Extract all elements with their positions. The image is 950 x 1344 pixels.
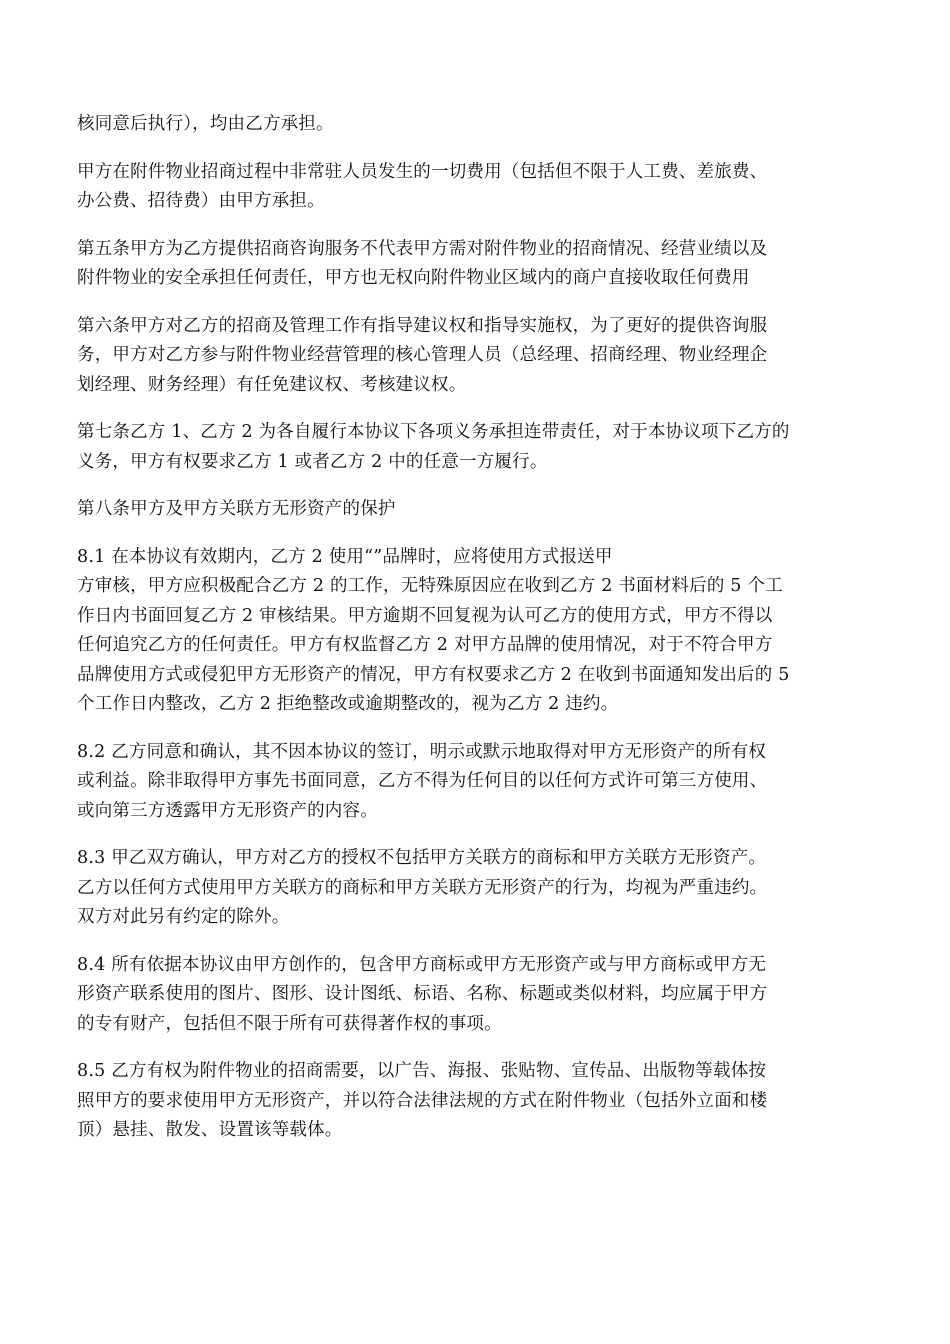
paragraph-p8: [77, 738, 883, 827]
text-line: 顶）悬挂、散发、设置该等载体。: [77, 1120, 343, 1140]
paragraph-p3: [77, 235, 883, 294]
text-line: 第六条甲方对乙方的招商及管理工作有指导建议权和指导实施权，为了更好的提供咨询服: [77, 315, 768, 336]
text-line: 第五条甲方为乙方提供招商咨询服务不代表甲方需对附件物业的招商情况、经营业绩以及: [77, 238, 768, 259]
paragraph-p1: [77, 110, 883, 140]
paragraph-p11: [77, 1057, 883, 1146]
text-line: 甲方在附件物业招商过程中非常驻人员发生的一切费用（包括但不限于人工费、差旅费、: [77, 161, 768, 182]
text-line: 的专有财产，包括但不限于所有可获得著作权的事项。: [77, 1013, 502, 1034]
text-line: 务，甲方对乙方参与附件物业经营管理的核心管理人员（总经理、招商经理、物业经理企: [77, 345, 768, 365]
text-line: 核同意后执行），均由乙方承担。: [77, 114, 334, 134]
text-line: 或向第三方透露甲方无形资产的内容。: [77, 800, 378, 821]
paragraph-p5: [77, 418, 883, 477]
text-line: 第七条乙方 1、乙方 2 为各自履行本协议下各项义务承担连带责任，对于本协议项下乙方的: [77, 422, 790, 442]
text-line: 8.2 乙方同意和确认，其不因本协议的签订，明示或默示地取得对甲方无形资产的所有权: [77, 741, 767, 762]
text-line: 8.4 所有依据本协议由甲方创作的，包含甲方商标或甲方无形资产或与甲方商标或甲方无: [77, 954, 767, 975]
text-line: 个工作日内整改，乙方 2 拒绝整改或逾期整改的，视为乙方 2 违约。: [77, 694, 619, 714]
text-line: 作日内书面回复乙方 2 审核结果。甲方逾期不回复视为认可乙方的使用方式，甲方不得以: [77, 605, 773, 626]
text-line: 形资产联系使用的图片、图形、设计图纸、标语、名称、标题或类似材料，均应属于甲方: [77, 984, 768, 1004]
text-line: 第八条甲方及甲方关联方无形资产的保护: [77, 499, 396, 519]
text-line: 8.1 在本协议有效期内，乙方 2 使用“”品牌时，应将使用方式报送甲: [77, 546, 613, 567]
text-line: 义务，甲方有权要求乙方 1 或者乙方 2 中的任意一方履行。: [77, 451, 548, 472]
paragraph-p9: [77, 844, 883, 933]
text-line: 乙方以任何方式使用甲方关联方的商标和甲方关联方无形资产的行为，均视为严重违约。: [77, 877, 768, 898]
paragraph-p4: [77, 312, 883, 401]
paragraph-p6: [77, 495, 883, 525]
text-line: 品牌使用方式或侵犯甲方无形资产的情况，甲方有权要求乙方 2 在收到书面通知发出后的 5: [77, 664, 790, 685]
text-line: 方审核，甲方应积极配合乙方 2 的工作，无特殊原因应在收到乙方 2 书面材料后的 5 个工: [77, 576, 783, 596]
text-line: 附件物业的安全承担任何责任，甲方也无权向附件物业区域内的商户直接收取任何费用: [77, 268, 750, 288]
text-line: 8.5 乙方有权为附件物业的招商需要，以广告、海报、张贴物、宣传品、出版物等载体按: [77, 1061, 767, 1081]
paragraph-p7: [77, 543, 883, 720]
text-line: 办公费、招待费）由甲方承担。: [77, 191, 325, 211]
document-body: [77, 110, 883, 1164]
text-line: 任何追究乙方的任何责任。甲方有权监督乙方 2 对甲方品牌的使用情况，对于不符合甲方: [77, 635, 773, 655]
paragraph-p2: [77, 158, 883, 217]
text-line: 或利益。除非取得甲方事先书面同意，乙方不得为任何目的以任何方式许可第三方使用、: [77, 771, 768, 791]
text-line: 划经理、财务经理）有任免建议权、考核建议权。: [77, 374, 467, 395]
text-line: 8.3 甲乙双方确认，甲方对乙方的授权不包括甲方关联方的商标和甲方关联方无形资产。: [77, 848, 767, 868]
text-line: 照甲方的要求使用甲方无形资产，并以符合法律法规的方式在附件物业（包括外立面和楼: [77, 1090, 768, 1111]
text-line: 双方对此另有约定的除外。: [77, 907, 290, 927]
paragraph-p10: [77, 951, 883, 1040]
